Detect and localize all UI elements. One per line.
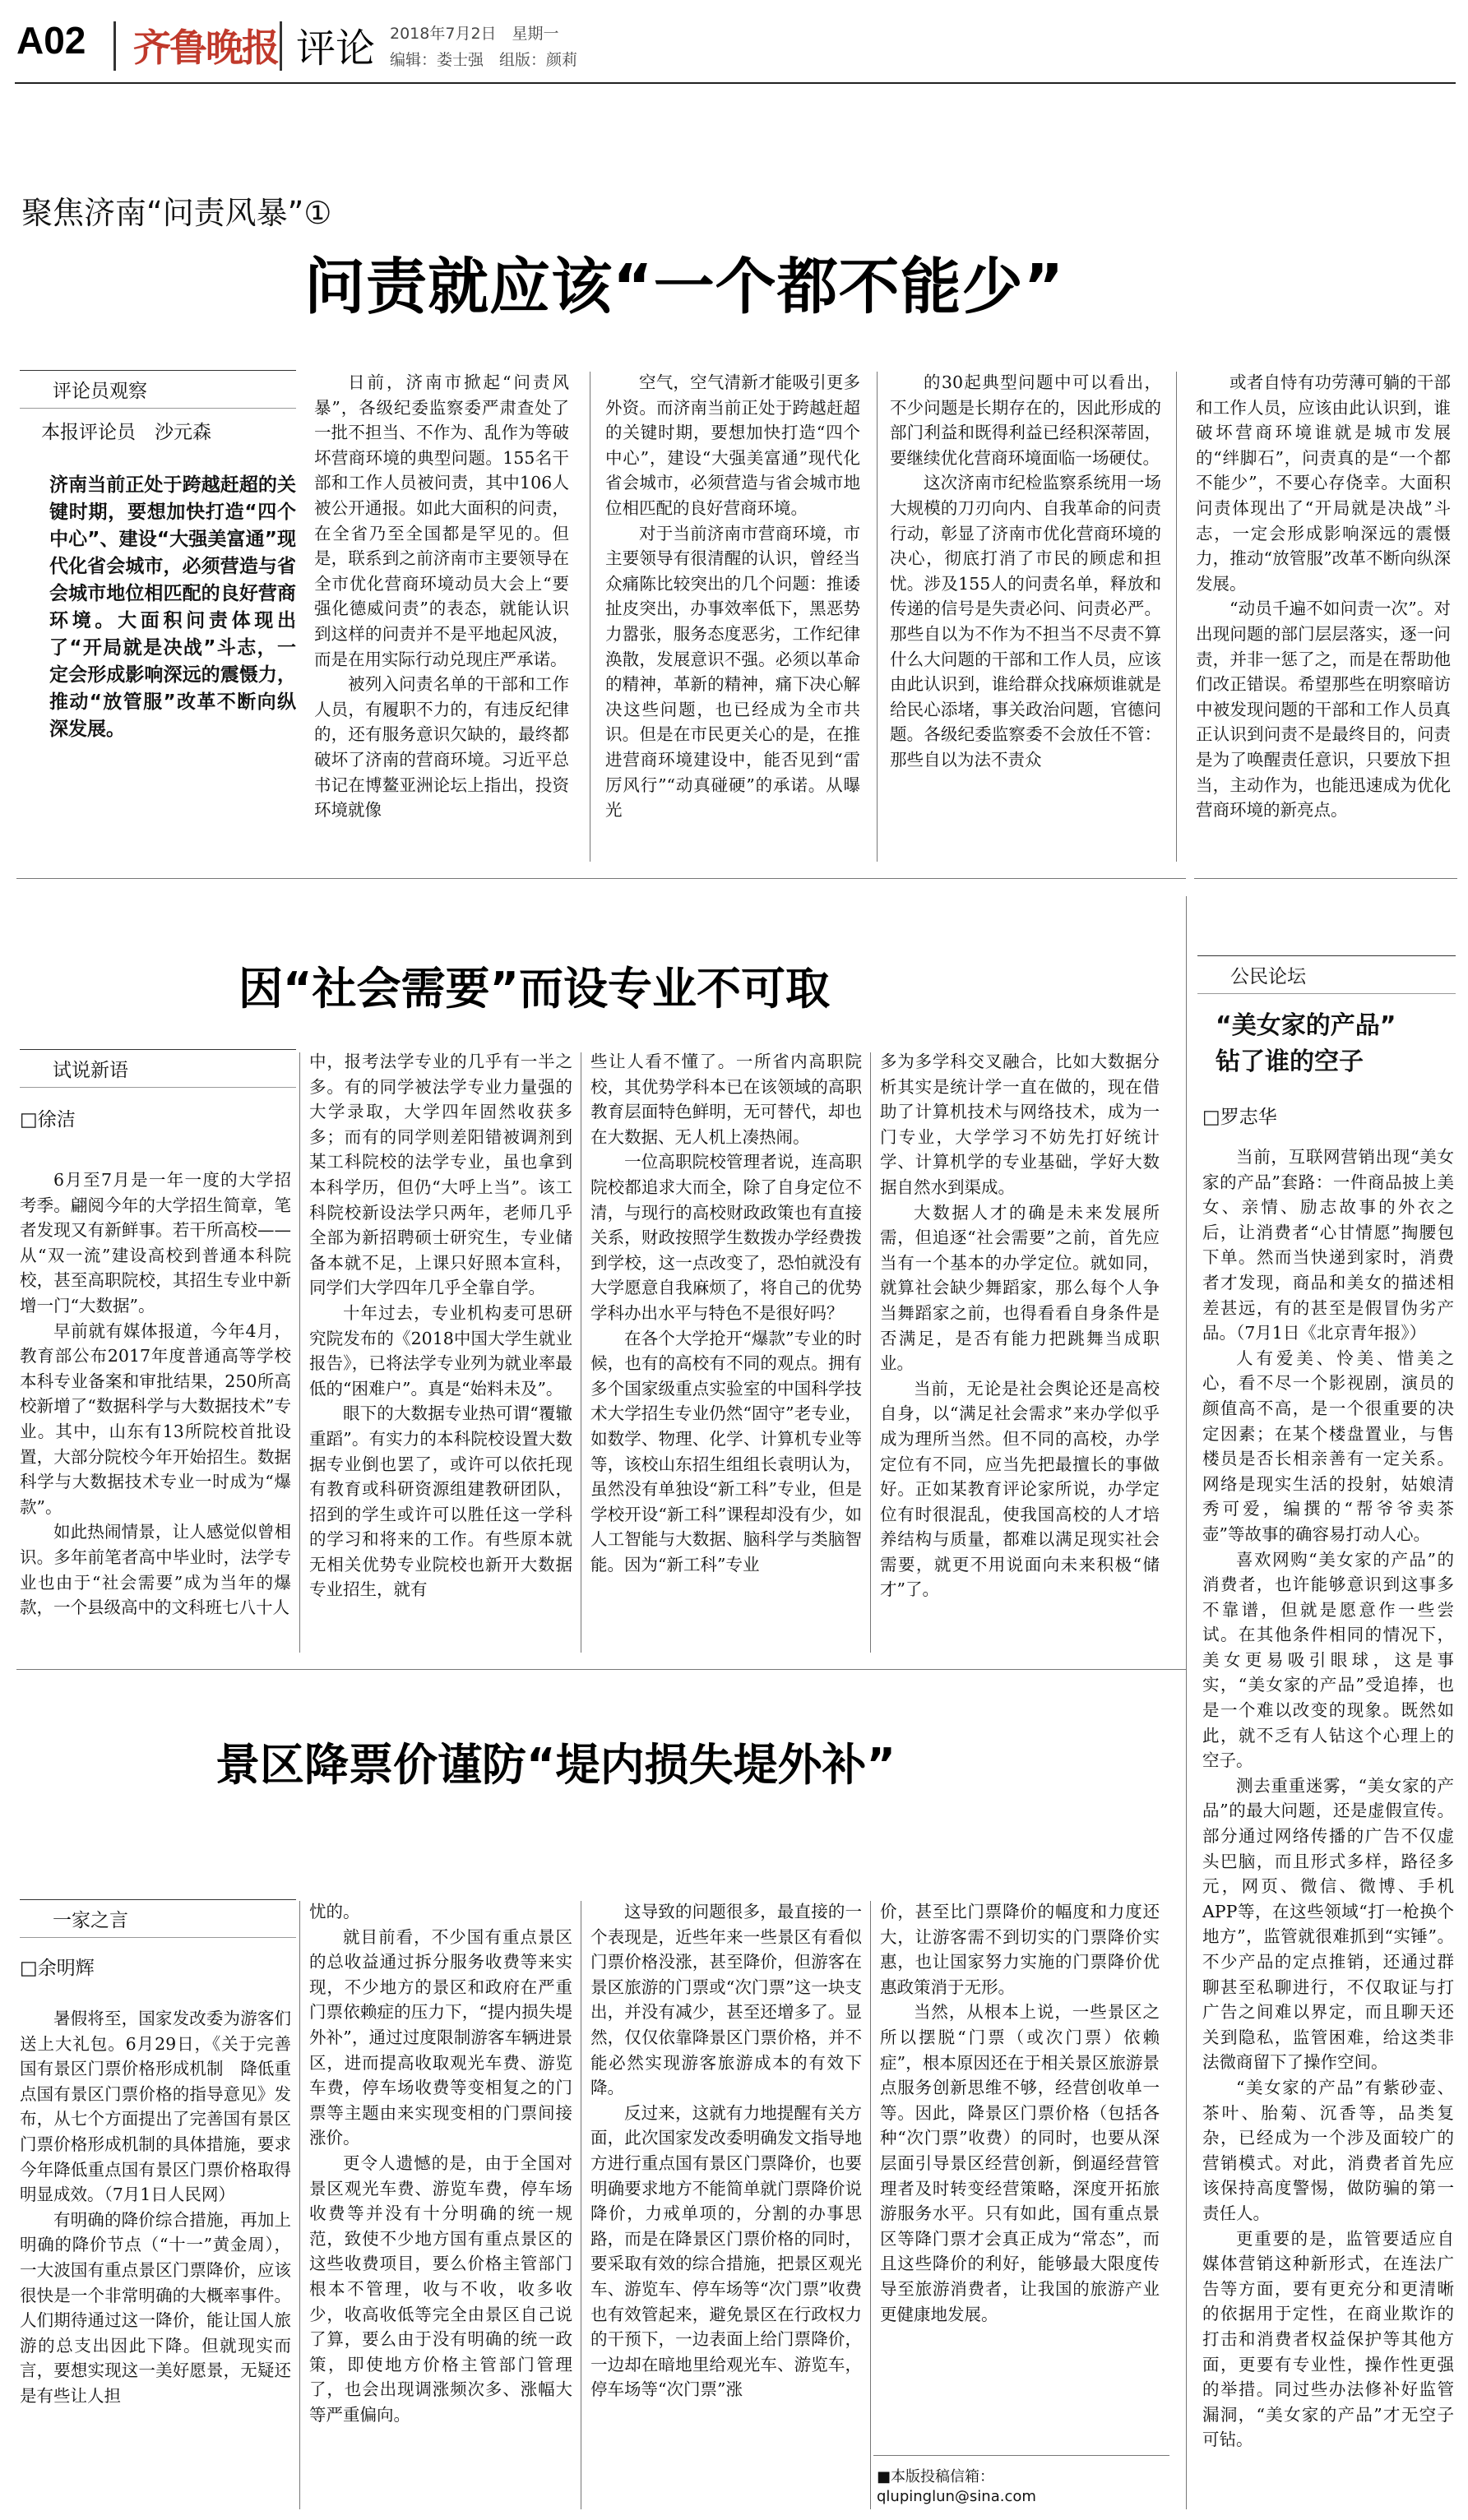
- paragraph: 价，甚至比门票降价的幅度和力度还大，让游客需不到切实的门票降价实惠，也让国家努力实施的门票降价优惠政策消于无形。: [880, 1902, 1160, 1997]
- paragraph: 更令人遗憾的是，由于全国对景区观光车费、游览车费，停车场收费等并没有十分明确的统一规范，致使不少地方国有重点景区的这些收费项目，要么价格主管部门根本不管理，收与不收，收多收少，收高收低等完全由景区自己说了算，要么由于没有明确的统一政策，即使地方价格主管部门管理了，也会出现调涨频次多、涨幅大等严重偏向。: [309, 2152, 572, 2425]
- paragraph: 更重要的是，监管要适应自媒体营销这种新形式，在连法广告等方面，要有更充分和更清晰的依据用于定性，在商业欺诈的打击和消费者权益保护等其他方面，更要有专业性，操作性更强的举措。同过些办法修补好监管漏洞，“美女家的产品”才无空子可钻。: [1202, 2228, 1454, 2450]
- paragraph: 当然，从根本上说，一些景区之所以摆脱“门票（或次门票）依赖症”，根本原因还在于相关景区旅游景点服务创新思维不够，经营创收单一等。因此，降景区门票价格（包括各种“次门票”收费）的同时，也要从深层面引导景区经营创新，倒逼经营管理者及时转变经营策略，深度开拓旅游服务水平。只有如此，国有重点景区等降门票才会真正成为“常态”，而且这些降价的利好，能够最大限度传导至旅游消费者，让我国的旅游产业更健康地发展。: [880, 2002, 1160, 2324]
- paragraph: 一位高职院校管理者说，连高职院校都追求大而全，除了自身定位不清，与现行的高校财政政策也有直接关系，财政按照学生数拨办学经费拨到学校，这一点改变了，恐怕就没有大学愿意自我麻烦了，将自己的优势学科办出水平与特色不是很好吗？: [590, 1152, 862, 1323]
- article-column: [890, 370, 1161, 863]
- article-headline: 因“社会需要”而设专业不可取: [238, 963, 830, 1015]
- editor-credits: 编辑：娄士强 组版：颜莉: [390, 51, 578, 69]
- column-rule: [877, 372, 878, 862]
- paragraph: 或者自恃有功劳薄可躺的干部和工作人员，应该由此认识到，谁破坏营商环境谁就是城市发展的“绊脚石”，问责真的是“一个都不能少”，不要心存侥幸。大面积问责体现出了“开局就是决战”斗志，一定会形成影响深远的震慑力，推动“放管服”改革不断向纵深发展。: [1196, 372, 1451, 594]
- column-rule: [299, 1052, 300, 1653]
- paragraph: 当前，无论是社会舆论还是高校自身，以“满足社会需求”来办学似乎成为理所当然。但不同的高校，办学定位有不同，应当先把最擅长的事做好。正如某教育评论家所说，办学定位有时很混乱，使我国高校的人才培养结构与质量，都难以满足现实社会需要，就更不用说面向未来积极“储才”了。: [880, 1378, 1160, 1600]
- paragraph: 眼下的大数据专业热可谓“覆辙重蹈”。有实力的本科院校设置大数据专业倒也罢了，或许可以依托现有教育或科研资源组建教研团队，招到的学生或许可以胜任这一学科的学习和将来的工作。有些原本就无相关优势专业院校也新开大数据专业招生，就有: [309, 1403, 572, 1600]
- paragraph: 暑假将至，国家发改委为游客们送上大礼包。6月29日，《关于完善国有景区门票价格形成机制 降低重点国有景区门票价格的指导意见》发布，从七个方面提出了完善国有景区门票价格形成机制的具体措施，要求今年降低重点国有景区门票价格取得明显成效。（7月1日人民网）: [20, 2009, 291, 2205]
- paragraph: 这导致的问题很多，最直接的一个表现是，近些年来一些景区有看似门票价格没涨，甚至降价，但游客在景区旅游的门票或“次门票”这一块支出，并没有减少，甚至还增多了。显然，仅仅依靠降景区门票价格，并不能必然实现游客旅游成本的有效下降。: [590, 1902, 862, 2098]
- newspaper-logo: 齐鲁晚报: [133, 25, 278, 70]
- column-box: [20, 1049, 296, 1131]
- column-box: [20, 370, 296, 444]
- paragraph: 些让人看不懂了。一所省内高职院校，其优势学科本已在该领域的高职教育层面特色鲜明，无可替代，却也在大数据、无人机上凑热闹。: [590, 1052, 862, 1147]
- byline: □徐洁: [20, 1109, 76, 1131]
- contribution-label: ■本版投稿信箱：: [877, 2468, 995, 2485]
- masthead: [0, 0, 1468, 97]
- article-column: [20, 2006, 291, 2509]
- paragraph: 这次济南市纪检监察系统用一场大规模的刀刃向内、自我革命的问责行动，彰显了济南市优化营商环境的决心，彻底打消了市民的顾虑和担忧。涉及155人的问责名单，释放和传递的信号是失责必问、问责必严。那些自以为不作为不担当不尽责不算什么大问题的干部和工作人员，应该由此认识到，谁给群众找麻烦谁就是给民心添堵，事关政治问题，官德问题。各级纪委监察委不会放任不管：那些自以为法不责众: [890, 473, 1161, 770]
- column-box: [1197, 955, 1456, 994]
- contribution-rule: [873, 2455, 1169, 2456]
- paragraph: 空气，空气清新才能吸引更多外资。而济南当前正处于跨越赶超的关键时期，要想加快打造“四个中心”，建设“大强美富通”现代化省会城市，必须营造与省会城市地位相匹配的良好营商环境。: [605, 372, 860, 518]
- section-rule: [16, 1669, 1186, 1670]
- paragraph: “动员千遍不如问责一次”。对出现问题的部门层层落实，逐一问责，并非一惩了之，而是在帮助他们改正错误。希望那些在明察暗访中被发现问题的干部和工作人员真正认识到问责不是最终目的，问责是为了唤醒责任意识，只要放下担当，主动作为，也能迅速成为优化营商环境的新亮点。: [1196, 599, 1451, 821]
- article-column: [314, 370, 569, 863]
- article-column: [309, 1049, 572, 1653]
- article-column: [880, 1899, 1160, 2442]
- contribution-email[interactable]: qlupinglun@sina.com: [877, 2488, 1036, 2505]
- column-box: [20, 1899, 296, 1980]
- paragraph: 早前就有媒体报道，今年4月，教育部公布2017年度普通高等学校本科专业备案和审批结果，250所高校新增了“数据科学与大数据技术”专业。其中，山东有13所院校首批设置，大部分院校今年开始招生。数据科学与大数据技术专业一时成为“爆款”。: [20, 1320, 291, 1517]
- column-rule: [1186, 896, 1187, 2509]
- main-headline: 问责就应该“一个都不能少”: [304, 252, 1065, 322]
- paragraph: 被列入问责名单的干部和工作人员，有履职不力的，有违反纪律的，还有服务意识欠缺的，最终都破坏了济南的营商环境。习近平总书记在博鳌亚洲论坛上指出，投资环境就像: [314, 674, 569, 821]
- side-title: [1216, 1008, 1396, 1080]
- article-column: [309, 1899, 572, 2509]
- paragraph: 多为多学科交叉融合，比如大数据分析其实是统计学一直在做的，现在借助了计算机技术与网络技术，成为一门专业，大学学习不妨先打好统计学、计算机学的专业基础，学好大数据自然水到渠成。: [880, 1052, 1160, 1197]
- paragraph: 反过来，这就有力地提醒有关方面，此次国家发改委明确发文指导地方进行重点国有景区门票降价，也要明确要求地方不能简单就门票降价说降价，力戒单项的，分割的办事思路，而是在降景区门票价格的同时，要采取有效的综合措施，把景区观光车、游览车、停车场等“次门票”收费也有效管起来，避免景区在行政权力的干预下，一边表面上给门票降价，一边却在暗地里给观光车、游览车，停车场等“次门票”涨: [590, 2102, 862, 2400]
- byline: □罗志华: [1202, 1107, 1277, 1128]
- column-label: 公民论坛: [1197, 955, 1456, 994]
- paragraph: 当前，互联网营销出现“美女家的产品”套路：一件商品披上美女、亲情、励志故事的外衣之后，让消费者“心甘情愿”掏腰包下单。然而当快递到家时，消费者才发现，商品和美女的描述相差甚远，有的甚至是假冒伪劣产品。（7月1日《北京青年报》）: [1202, 1147, 1454, 1343]
- column-rule: [299, 1901, 300, 2509]
- article-column: [1196, 370, 1451, 863]
- paragraph: 人有爱美、怜美、惜美之心，看不尽一个影视剧，演员的颜值高不高，是一个很重要的决定因素；在某个楼盘置业，与售楼员是否长相亲善有一定关系。网络是现实生活的投射，姑娘清秀可爱，编撰的“帮爷爷卖茶壶”等故事的确容易打动人心。: [1202, 1348, 1454, 1544]
- paragraph: 忧的。: [309, 1902, 360, 1921]
- paragraph: 在各个大学抢开“爆款”专业的时候，也有的高校有不同的观点。拥有多个国家级重点实验室的中国科学技术大学招生专业仍然“固守”老专业，如数学、物理、化学、计算机专业等等，该校山东招生组组长袁明认为，虽然没有单独设“新工科”专业，但是学校开设“新工科”课程却没有少，如人工智能与大数据、脑科学与类脑智能。因为“新工科”专业: [590, 1328, 862, 1574]
- article-column: [590, 1899, 862, 2509]
- section-rule: [16, 878, 1186, 879]
- byline: □余明辉: [20, 1958, 95, 1979]
- article-column: [605, 370, 860, 863]
- paragraph: “美女家的产品”有紫砂壶、茶叶、胎菊、沉香等，品类复杂，已经成为一个涉及面较广的营销模式。对此，消费者首先应该保持高度警惕，做防骗的第一责任人。: [1202, 2077, 1454, 2223]
- byline: 本报评论员 沙元森: [41, 422, 211, 443]
- article-column: [880, 1049, 1160, 1653]
- paragraph: 喜欢网购“美女家的产品”的消费者，也许能够意识到这事多不靠谱，但就是愿意作一些尝试。在其他条件相同的情况下，美女更易吸引眼球，这是事实，“美女家的产品”受追捧，也是一个难以改变的现象。既然如此，就不乏有人钻这个心理上的空子。: [1202, 1549, 1454, 1771]
- paragraph: 大数据人才的确是未来发展所需，但追逐“社会需要”之前，首先应当有一个基本的办学定位。就如同，就算社会缺少舞蹈家，那么每个人争当舞蹈家之前，也得看看自身条件是否满足，是否有能力把跳舞当成职业。: [880, 1202, 1160, 1374]
- section-rule: [1194, 878, 1457, 879]
- column-label: 一家之言: [20, 1899, 296, 1938]
- column-rule: [1176, 372, 1177, 862]
- paragraph: 测去重重迷雾，“美女家的产品”的最大问题，还是虚假宣传。部分通过网络传播的广告不仅虚头巴脑，而且形式多样，路径多元，网页、微信、微博、手机APP等，在这些领域“打一枪换个地方”，监管就很难抓到“实锤”。不少产品的定点推销，还通过群聊甚至私聊进行，不仅取证与打广告之间难以界定，而且聊天还关到隐私，监管困难，给这类非法微商留下了操作空间。: [1202, 1775, 1454, 2073]
- paragraph: 就目前看，不少国有重点景区的总收益通过拆分服务收费等来实现，不少地方的景区和政府在严重门票依赖症的压力下，“提内损失堤外补”，通过过度限制游客车辆进景区，进而提高收取观光车费、游览车费，停车场收费等变相复之的门票等主题由来实现变相的门票间接涨价。: [309, 1926, 572, 2148]
- paragraph: 对于当前济南市营商环境，市主要领导有很清醒的认识，曾经当众痛陈比较突出的几个问题：推诿扯皮突出，办事效率低下，黑恶势力嚣张，服务态度恶劣，工作纪律涣散，发展意识不强。必须以革命的精神，革新的精神，痛下决心解决这些问题，也已经成为全市共识。但是在市民更关心的是，在推进营商环境建设中，能否见到“雷厉风行”“动真碰硬”的承诺。从曝光: [605, 523, 860, 821]
- article-column: [1202, 1144, 1454, 2509]
- article-headline: 景区降票价谨防“堤内损失堤外补”: [215, 1739, 896, 1791]
- side-title-line: “美女家的产品”: [1216, 1011, 1396, 1040]
- article-lead: 济南当前正处于跨越赶超的关键时期，要想加快打造“四个中心”、建设“大强美富通”现代化省会城市，必须营造与省会城市地位相匹配的良好营商环境。大面积问责体现出了“开局就是决战”斗志，一定会形成影响深远的震慑力，推动“放管服”改革不断向纵深发展。: [49, 474, 296, 740]
- column-label: 评论员观察: [20, 370, 296, 409]
- side-title-line: 钻了谁的空子: [1216, 1047, 1364, 1076]
- column-rule: [870, 1901, 871, 2509]
- paragraph: 如此热闹情景，让人感觉似曾相识。多年前笔者高中毕业时，法学专业也由于“社会需要”成为当年的爆款，一个县级高中的文科班七八十人: [20, 1522, 291, 1618]
- paragraph: 的30起典型问题中可以看出，不少问题是长期存在的，因此形成的部门利益和既得利益已经积深蒂固，要继续优化营商环境面临一场硬仗。: [890, 372, 1161, 468]
- masthead-rule: [15, 82, 1456, 84]
- masthead-divider: [280, 21, 282, 71]
- article-column: [590, 1049, 862, 1653]
- paragraph: 日前，济南市掀起“问责风暴”，各级纪委监察委严肃查处了一批不担当、不作为、乱作为等破坏营商环境的典型问题。155名干部和工作人员被问责，其中106人被公开通报。如此大面积的问责，在全省乃至全国都是罕见的。但是，联系到之前济南市主要领导在全市优化营商环境动员大会上“要强化德威问责”的表态，就能认识到这样的问责并不是平地起风波，而是在用实际行动兑现庄严承诺。: [314, 372, 569, 669]
- paragraph: 6月至7月是一年一度的大学招考季。翩阅今年的大学招生简章，笔者发现又有新鲜事。若干所高校——从“双一流”建设高校到普通本科院校，甚至高职院校，其招生专业中新增一门“大数据”。: [20, 1170, 291, 1315]
- section-name: 评论: [296, 25, 376, 72]
- issue-date: 2018年7月2日 星期一: [390, 25, 559, 43]
- series-kicker: 聚焦济南“问责风暴”①: [21, 195, 332, 231]
- page-number: A02: [16, 19, 86, 62]
- paragraph: 中，报考法学专业的几乎有一半之多。有的同学被法学专业力量强的大学录取，大学四年固然收获多多；而有的同学则差阳错被调剂到某工科院校的法学专业，虽也拿到本科学历，但仍“大呼上当”。该工科院校新设法学只两年，老师几乎全部为新招聘硕士研究生，专业储备本就不足，上课只好照本宣科，同学们大学四年几乎全靠自学。: [309, 1052, 572, 1298]
- paragraph: 有明确的降价综合措施，再加上明确的降价节点（“十一”黄金周），一大波国有重点景区门票降价，应该很快是一个非常明确的大概率事件。人们期待通过这一降价，能让国人旅游的总支出因此下降。但就现实而言，要想实现这一美好愿景，无疑还是有些让人担: [20, 2209, 291, 2406]
- article-column: [20, 1168, 291, 1653]
- masthead-divider: [113, 21, 116, 71]
- column-label: 试说新语: [20, 1049, 296, 1088]
- paragraph: 十年过去，专业机构麦可思研究院发布的《2018中国大学生就业报告》，已将法学专业列为就业率最低的“困难户”。真是“始料未及”。: [309, 1302, 572, 1399]
- column-rule: [870, 1052, 871, 1653]
